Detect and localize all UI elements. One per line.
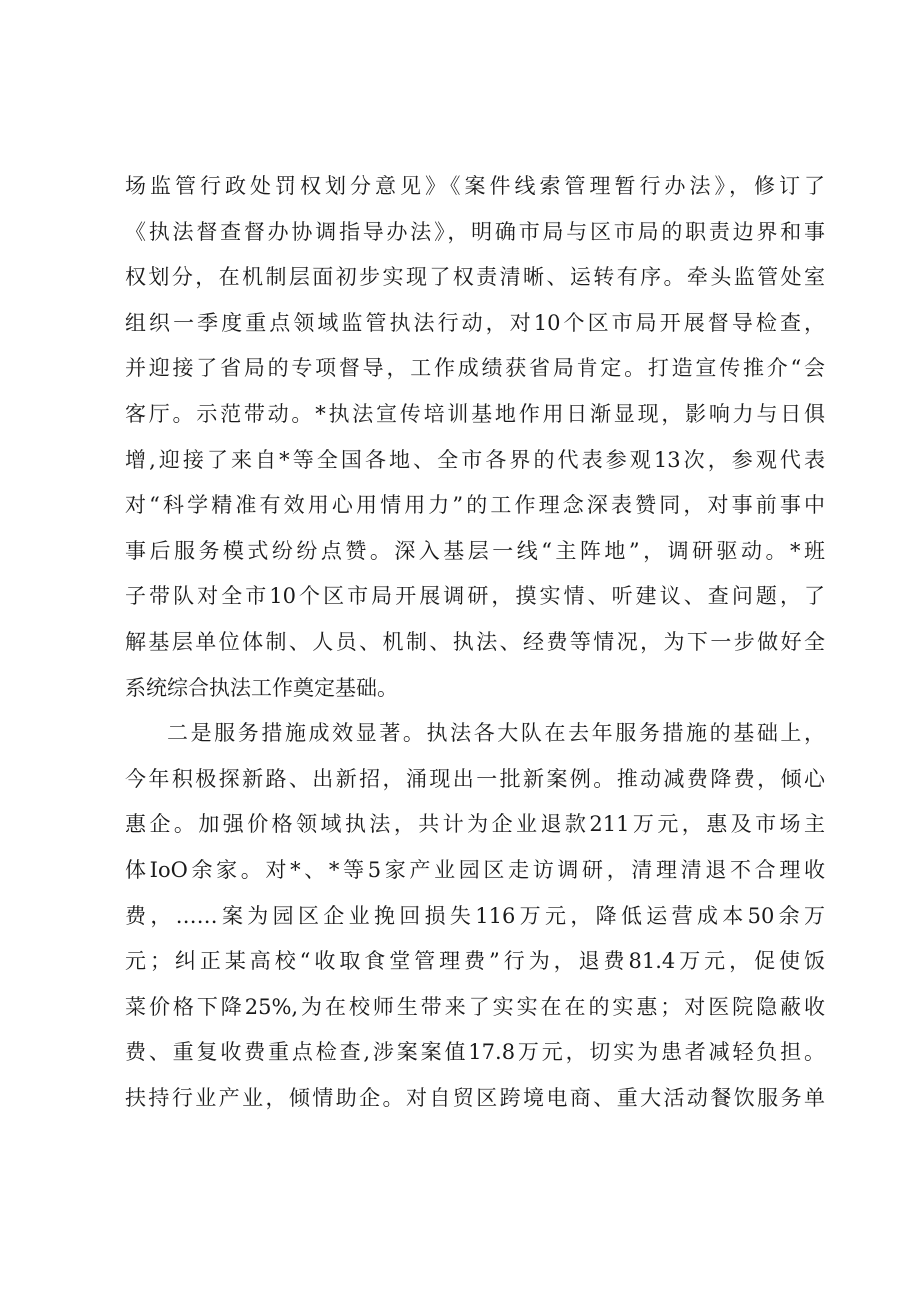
text-line: 对“科学精准有效用心用情用力”的工作理念深表赞同，对事前事中 [125, 493, 825, 518]
text-line: 费，……案为园区企业挽回损失116万元，降低运营成本50余万 [125, 903, 825, 928]
text-line: 解基层单位体制、人员、机制、执法、经费等情况，为下一步做好全 [125, 629, 825, 654]
text-line: 组织一季度重点领域监管执法行动，对10个区市局开展督导检查， [125, 310, 825, 335]
text-line: 系统综合执法工作奠定基础。 [125, 675, 398, 700]
text-line: 费、重复收费重点检查,涉案案值17.8万元，切实为患者减轻负担。 [125, 1040, 825, 1065]
text-line: 子带队对全市10个区市局开展调研，摸实情、听建议、查问题，了 [125, 584, 825, 609]
paragraph-2 [125, 711, 825, 1121]
text-line: 扶持行业产业，倾情助企。对自贸区跨境电商、重大活动餐饮服务单 [125, 1085, 825, 1110]
text-line: 增,迎接了来自*等全国各地、全市各界的代表参观13次，参观代表 [125, 447, 825, 472]
text-line: 体IoO余家。对*、*等5家产业园区走访调研，清理清退不合理收 [125, 857, 825, 882]
document-body [125, 164, 825, 1121]
text-line: 元；纠正某高校“收取食堂管理费”行为，退费81.4万元，促使饭 [125, 949, 825, 974]
text-line: 权划分，在机制层面初步实现了权责清晰、运转有序。牵头监管处室 [125, 265, 825, 290]
text-line: 《执法督查督办协调指导办法》，明确市局与区市局的职责边界和事 [125, 219, 825, 244]
text-line: 并迎接了省局的专项督导，工作成绩获省局肯定。打造宣传推介“会 [125, 356, 825, 381]
text-line: 场监管行政处罚权划分意见》《案件线索管理暂行办法》，修订了 [125, 174, 825, 198]
text-line: 二是服务措施成效显著。执法各大队在去年服务措施的基础上， [167, 721, 825, 746]
text-line: 今年积极探新路、出新招，涌现出一批新案例。推动减费降费，倾心 [125, 766, 825, 791]
text-line: 客厅。示范带动。*执法宣传培训基地作用日渐显现，影响力与日俱 [125, 401, 825, 426]
text-line: 菜价格下降25%,为在校师生带来了实实在在的实惠；对医院隐蔽收 [125, 994, 825, 1019]
paragraph-1 [125, 164, 825, 711]
text-line: 事后服务模式纷纷点赞。深入基层一线“主阵地”，调研驱动。*班 [125, 538, 825, 563]
text-line: 惠企。加强价格领域执法，共计为企业退款211万元，惠及市场主 [125, 812, 825, 837]
